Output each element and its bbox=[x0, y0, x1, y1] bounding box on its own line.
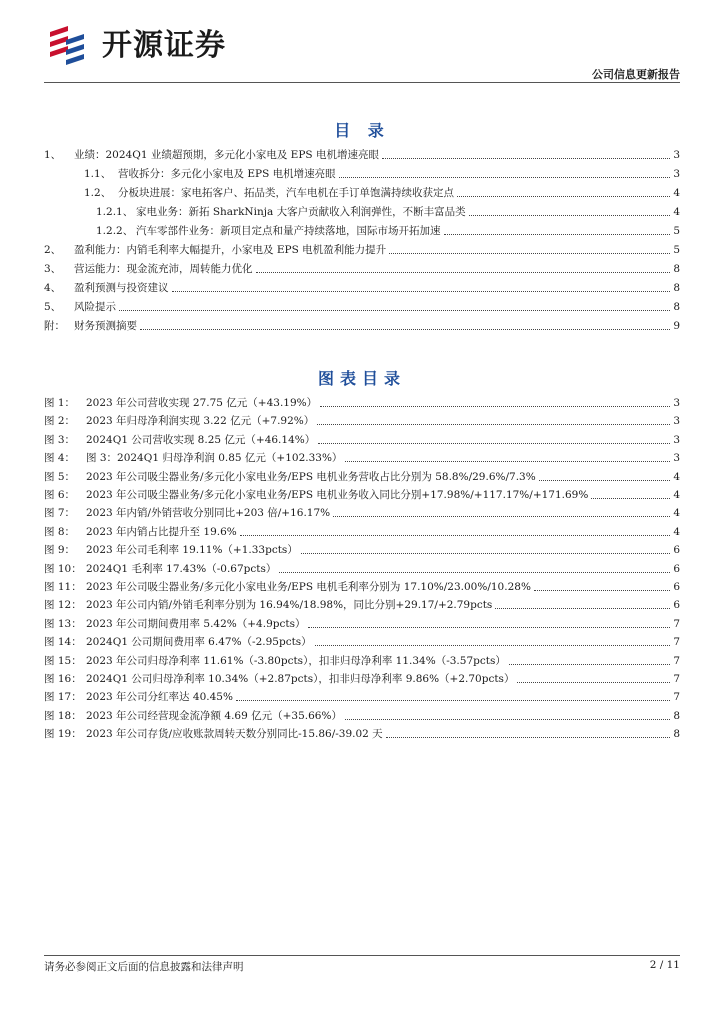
entry-page: 7 bbox=[673, 617, 680, 630]
entry-page: 8 bbox=[673, 728, 680, 741]
entry-page: 4 bbox=[673, 470, 680, 483]
entry-page: 3 bbox=[673, 415, 680, 428]
entry-page: 4 bbox=[673, 525, 680, 538]
entry-title: 2023 年公司归母净利率 11.61%（-3.80pcts），扣非归母净利率 11.34%（-3.57pcts） bbox=[86, 654, 506, 667]
figure-entry[interactable] bbox=[44, 504, 680, 520]
entry-title: 业绩：2024Q1 业绩超预期，多元化小家电及 EPS 电机增速亮眼 bbox=[74, 149, 379, 161]
brand-name: 开源证券 bbox=[102, 28, 226, 63]
entry-title: 营收拆分：多元化小家电及 EPS 电机增速亮眼 bbox=[118, 168, 336, 180]
entry-number: 附： bbox=[44, 320, 65, 332]
entry-page: 6 bbox=[673, 581, 680, 593]
figure-entry[interactable] bbox=[44, 596, 680, 612]
entry-title: 盈利能力：内销毛利率大幅提升，小家电及 EPS 电机盈利能力提升 bbox=[74, 244, 387, 256]
dot-leader bbox=[534, 589, 670, 591]
footer-disclaimer: 请务必参阅正文后面的信息披露和法律声明 bbox=[44, 961, 244, 973]
entry-title: 营运能力：现金流充沛，周转能力优化 bbox=[74, 263, 253, 275]
entry-page: 4 bbox=[673, 206, 680, 218]
figure-entry[interactable] bbox=[44, 560, 680, 576]
dot-leader bbox=[172, 290, 671, 292]
entry-title: 2023 年公司经营现金流净额 4.69 亿元（+35.66%） bbox=[86, 709, 342, 722]
entry-number: 图 2： bbox=[44, 415, 76, 428]
entry-number: 4、 bbox=[44, 282, 62, 294]
figure-entry[interactable] bbox=[44, 541, 680, 557]
entry-number: 1.2.1、 bbox=[96, 206, 134, 218]
entry-title: 2023 年公司内销/外销毛利率分别为 16.94%/18.98%，同比分别+29.17/+2.79pcts bbox=[86, 599, 493, 612]
entry-page: 3 bbox=[673, 168, 680, 180]
entry-title: 2023 年公司吸尘器业务/多元化小家电业务/EPS 电机业务营收占比分别为 58.8%/29.6%/7.3% bbox=[86, 470, 536, 483]
entry-title: 汽车零部件业务：新项目定点和量产持续落地，国际市场开拓加速 bbox=[136, 225, 441, 237]
entry-page: 4 bbox=[673, 489, 680, 501]
entry-number: 图 5： bbox=[44, 470, 76, 483]
entry-title: 图 3：2024Q1 归母净利润 0.85 亿元（+102.33%） bbox=[86, 452, 343, 465]
entry-title: 2023 年公司吸尘器业务/多元化小家电业务/EPS 电机业务收入同比分别+17.98%/+117.17%/+171.69% bbox=[86, 489, 589, 501]
toc-title: 目 录 bbox=[334, 121, 390, 140]
dot-leader bbox=[509, 663, 670, 665]
dot-leader bbox=[539, 479, 671, 481]
toc-entry[interactable] bbox=[44, 203, 680, 219]
entry-title: 2024Q1 毛利率 17.43%（-0.67pcts） bbox=[86, 562, 277, 575]
entry-number: 图 10： bbox=[44, 562, 82, 575]
entry-title: 2023 年公司期间费用率 5.42%（+4.9pcts） bbox=[86, 617, 306, 630]
entry-title: 2023 年公司存货/应收账款周转天数分别同比-15.86/-39.02 天 bbox=[86, 728, 383, 741]
toc-entry[interactable] bbox=[44, 279, 680, 295]
entry-number: 图 14： bbox=[44, 636, 82, 649]
figure-entry[interactable] bbox=[44, 725, 680, 741]
entry-title: 2023 年公司分红率达 40.45% bbox=[86, 691, 233, 704]
dot-leader bbox=[279, 571, 670, 573]
figure-entry[interactable] bbox=[44, 523, 680, 539]
figure-entry[interactable] bbox=[44, 688, 680, 704]
entry-page: 3 bbox=[673, 149, 680, 161]
entry-number: 图 9： bbox=[44, 544, 76, 557]
entry-title: 2023 年内销/外销营收分别同比+203 倍/+16.17% bbox=[86, 507, 331, 520]
entry-page: 4 bbox=[673, 187, 680, 199]
figure-entry[interactable] bbox=[44, 412, 680, 428]
dot-leader bbox=[333, 515, 670, 517]
kaiyuan-logo-icon bbox=[44, 18, 96, 66]
entry-page: 7 bbox=[673, 636, 680, 649]
figure-entry[interactable] bbox=[44, 633, 680, 649]
entry-number: 图 16： bbox=[44, 673, 82, 685]
entry-number: 图 8： bbox=[44, 525, 76, 538]
figure-entry[interactable] bbox=[44, 468, 680, 484]
dot-leader bbox=[457, 195, 670, 197]
dot-leader bbox=[236, 699, 670, 701]
entry-number: 图 18： bbox=[44, 709, 82, 722]
entry-title: 2023 年公司毛利率 19.11%（+1.33pcts） bbox=[86, 544, 298, 557]
dot-leader bbox=[469, 214, 671, 216]
entry-number: 3、 bbox=[44, 263, 62, 275]
entry-page: 8 bbox=[673, 709, 680, 722]
entry-title: 盈利预测与投资建议 bbox=[74, 282, 169, 294]
entry-page: 5 bbox=[673, 244, 680, 256]
dot-leader bbox=[140, 328, 670, 330]
entry-number: 图 19： bbox=[44, 728, 82, 741]
entry-number: 图 7： bbox=[44, 507, 76, 520]
figure-entry[interactable] bbox=[44, 394, 680, 410]
entry-page: 7 bbox=[673, 673, 680, 685]
dot-leader bbox=[119, 309, 670, 311]
toc-entry[interactable] bbox=[44, 241, 680, 257]
entry-page: 9 bbox=[673, 320, 680, 332]
entry-page: 3 bbox=[673, 397, 680, 409]
page-header bbox=[44, 18, 680, 82]
header-divider bbox=[44, 82, 680, 83]
entry-number: 1.2、 bbox=[84, 187, 112, 199]
dot-leader bbox=[301, 552, 670, 554]
figure-entry[interactable] bbox=[44, 652, 680, 668]
entry-title: 2023 年公司吸尘器业务/多元化小家电业务/EPS 电机毛利率分别为 17.10%/23.00%/10.28% bbox=[86, 581, 531, 593]
dot-leader bbox=[318, 442, 670, 444]
entry-title: 2024Q1 公司期间费用率 6.47%（-2.95pcts） bbox=[86, 636, 312, 649]
entry-page: 6 bbox=[673, 562, 680, 575]
entry-title: 家电业务：新拓 SharkNinja 大客户贡献收入利润弹性，不断丰富品类 bbox=[136, 206, 466, 218]
entry-page: 7 bbox=[673, 654, 680, 667]
dot-leader bbox=[444, 233, 671, 235]
report-type: 公司信息更新报告 bbox=[592, 68, 680, 81]
dot-leader bbox=[256, 271, 671, 273]
entry-number: 1.2.2、 bbox=[96, 225, 134, 237]
toc-entry[interactable] bbox=[44, 184, 680, 200]
entry-number: 图 4： bbox=[44, 452, 76, 465]
figure-entry[interactable] bbox=[44, 486, 680, 502]
entry-number: 图 3： bbox=[44, 433, 76, 446]
page-number: 2 / 11 bbox=[649, 959, 680, 971]
entry-number: 1、 bbox=[44, 149, 62, 161]
dot-leader bbox=[345, 460, 670, 462]
footer-divider bbox=[44, 955, 680, 956]
toc-entry[interactable] bbox=[44, 165, 680, 181]
entry-title: 2023 年归母净利润实现 3.22 亿元（+7.92%） bbox=[86, 415, 315, 428]
entry-number: 图 13： bbox=[44, 617, 82, 630]
entry-title: 2024Q1 公司归母净利率 10.34%（+2.87pcts），扣非归母净利率 9.86%（+2.70pcts） bbox=[86, 673, 515, 685]
entry-title: 财务预测摘要 bbox=[74, 320, 137, 332]
entry-page: 8 bbox=[673, 282, 680, 294]
entry-number: 图 17： bbox=[44, 691, 82, 704]
dot-leader bbox=[339, 176, 671, 178]
dot-leader bbox=[315, 644, 671, 646]
entry-number: 图 12： bbox=[44, 599, 82, 612]
figure-entry[interactable] bbox=[44, 670, 680, 686]
entry-title: 风险提示 bbox=[74, 301, 116, 313]
entry-title: 2024Q1 公司营收实现 8.25 亿元（+46.14%） bbox=[86, 433, 316, 446]
dot-leader bbox=[517, 681, 670, 683]
figure-entry[interactable] bbox=[44, 578, 680, 594]
dot-leader bbox=[317, 423, 670, 425]
entry-page: 6 bbox=[673, 544, 680, 557]
dot-leader bbox=[591, 497, 670, 499]
figure-entry[interactable] bbox=[44, 707, 680, 723]
figure-entry[interactable] bbox=[44, 431, 680, 447]
toc-entry[interactable] bbox=[44, 260, 680, 276]
entry-number: 5、 bbox=[44, 301, 62, 313]
figure-list-title: 图表目录 bbox=[317, 369, 406, 388]
dot-leader bbox=[308, 626, 670, 628]
entry-page: 7 bbox=[673, 691, 680, 704]
entry-title: 2023 年内销占比提升至 19.6% bbox=[86, 525, 237, 538]
figure-entry[interactable] bbox=[44, 449, 680, 465]
entry-page: 8 bbox=[673, 263, 680, 275]
entry-page: 3 bbox=[673, 452, 680, 465]
dot-leader bbox=[389, 252, 670, 254]
toc-entry[interactable] bbox=[44, 222, 680, 238]
dot-leader bbox=[382, 157, 670, 159]
entry-page: 8 bbox=[673, 301, 680, 313]
entry-number: 图 15： bbox=[44, 654, 82, 667]
entry-page: 5 bbox=[673, 225, 680, 237]
dot-leader bbox=[320, 405, 670, 407]
entry-number: 图 6： bbox=[44, 489, 76, 501]
entry-page: 6 bbox=[673, 599, 680, 612]
entry-page: 4 bbox=[673, 507, 680, 520]
entry-number: 2、 bbox=[44, 244, 62, 256]
figure-entry[interactable] bbox=[44, 615, 680, 631]
dot-leader bbox=[386, 736, 671, 738]
entry-title: 2023 年公司营收实现 27.75 亿元（+43.19%） bbox=[86, 397, 318, 409]
entry-number: 图 1： bbox=[44, 397, 76, 409]
toc-entry[interactable] bbox=[44, 317, 680, 333]
entry-number: 图 11： bbox=[44, 581, 82, 593]
toc-entry[interactable] bbox=[44, 298, 680, 314]
dot-leader bbox=[345, 718, 670, 720]
brand-logo bbox=[44, 18, 226, 66]
dot-leader bbox=[495, 607, 670, 609]
entry-title: 分板块进展：家电拓客户、拓品类，汽车电机在手订单饱满持续收获定点 bbox=[118, 187, 454, 199]
dot-leader bbox=[240, 534, 671, 536]
toc-entry[interactable] bbox=[44, 146, 680, 162]
entry-page: 3 bbox=[673, 433, 680, 446]
entry-number: 1.1、 bbox=[84, 168, 112, 180]
